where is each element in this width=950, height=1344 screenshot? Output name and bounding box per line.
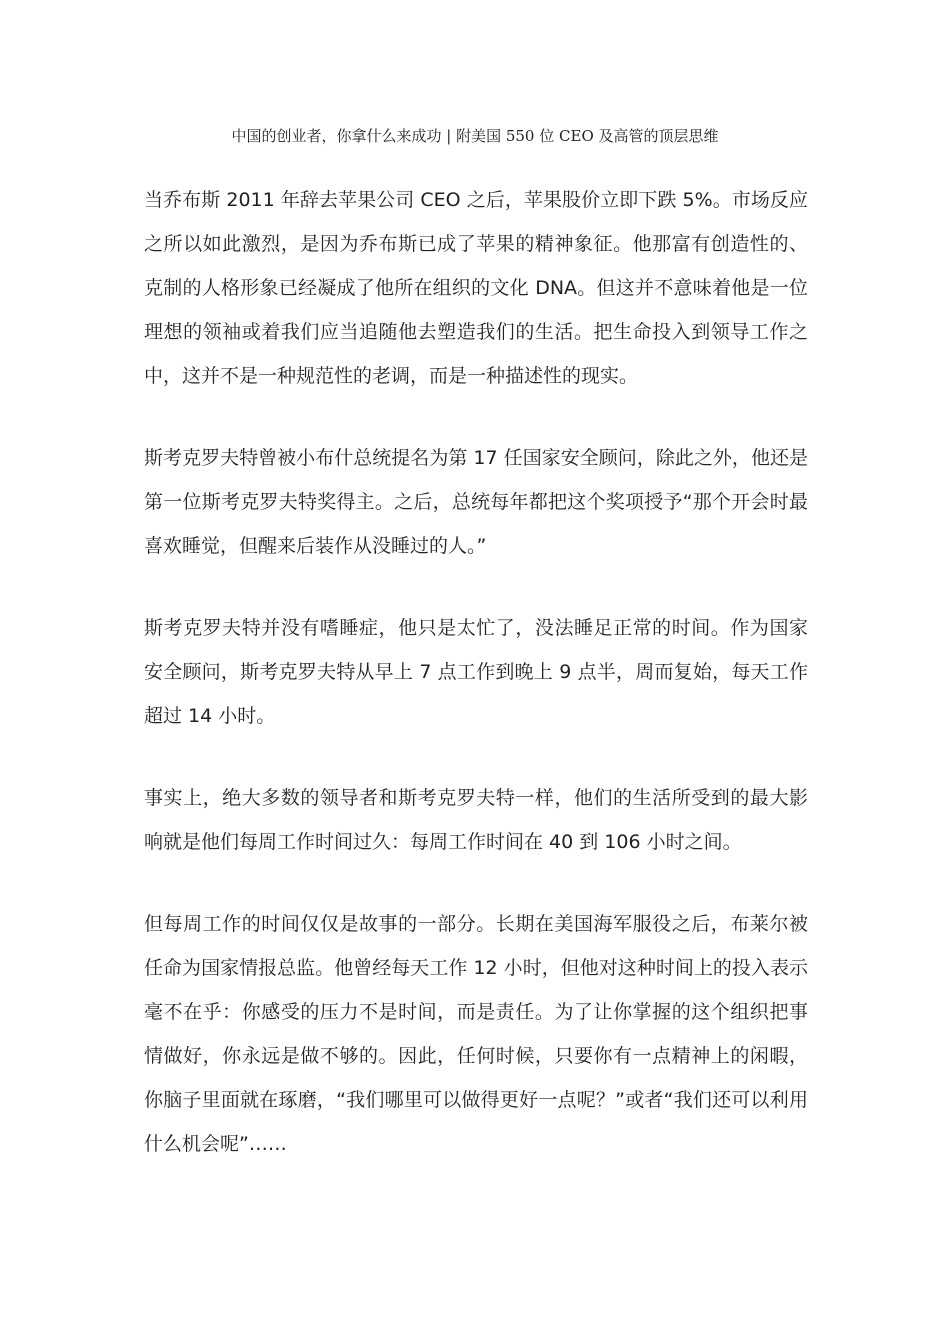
article-body: [144, 178, 808, 1204]
page-header: 中国的创业者，你拿什么来成功 | 附美国 550 位 CEO 及高管的顶层思维: [231, 127, 719, 145]
paragraph: 斯考克罗夫特并没有嗜睡症，他只是太忙了，没法睡足正常的时间。作为国家安全顾问，斯考克罗夫特从早上 7 点工作到晚上 9 点半，周而复始，每天工作超过 14 小时。: [144, 617, 808, 727]
paragraph: 斯考克罗夫特曾被小布什总统提名为第 17 任国家安全顾问，除此之外，他还是第一位斯考克罗夫特奖得主。之后，总统每年都把这个奖项授予“那个开会时最喜欢睡觉，但醒来后装作从没睡过的人。”: [144, 447, 808, 557]
paragraph: 当乔布斯 2011 年辞去苹果公司 CEO 之后，苹果股价立即下跌 5%。市场反应之所以如此激烈，是因为乔布斯已成了苹果的精神象征。他那富有创造性的、克制的人格形象已经凝成了他所在组织的文化 DNA。但这并不意味着他是一位理想的领袖或着我们应当追随他去塑造我们的生活。把生命投入到领导工作之中，这并不是一种规范性的老调，而是一种描述性的现实。: [144, 189, 808, 387]
paragraph: 但每周工作的时间仅仅是故事的一部分。长期在美国海军服役之后，布莱尔被任命为国家情报总监。他曾经每天工作 12 小时，但他对这种时间上的投入表示毫不在乎：你感受的压力不是时间，而是责任。为了让你掌握的这个组织把事情做好，你永远是做不够的。因此，任何时候，只要你有一点精神上的闲暇，你脑子里面就在琢磨，“我们哪里可以做得更好一点呢？”或者“我们还可以利用什么机会呢”……: [144, 913, 808, 1155]
paragraph: 事实上，绝大多数的领导者和斯考克罗夫特一样，他们的生活所受到的最大影响就是他们每周工作时间过久：每周工作时间在 40 到 106 小时之间。: [144, 787, 808, 853]
